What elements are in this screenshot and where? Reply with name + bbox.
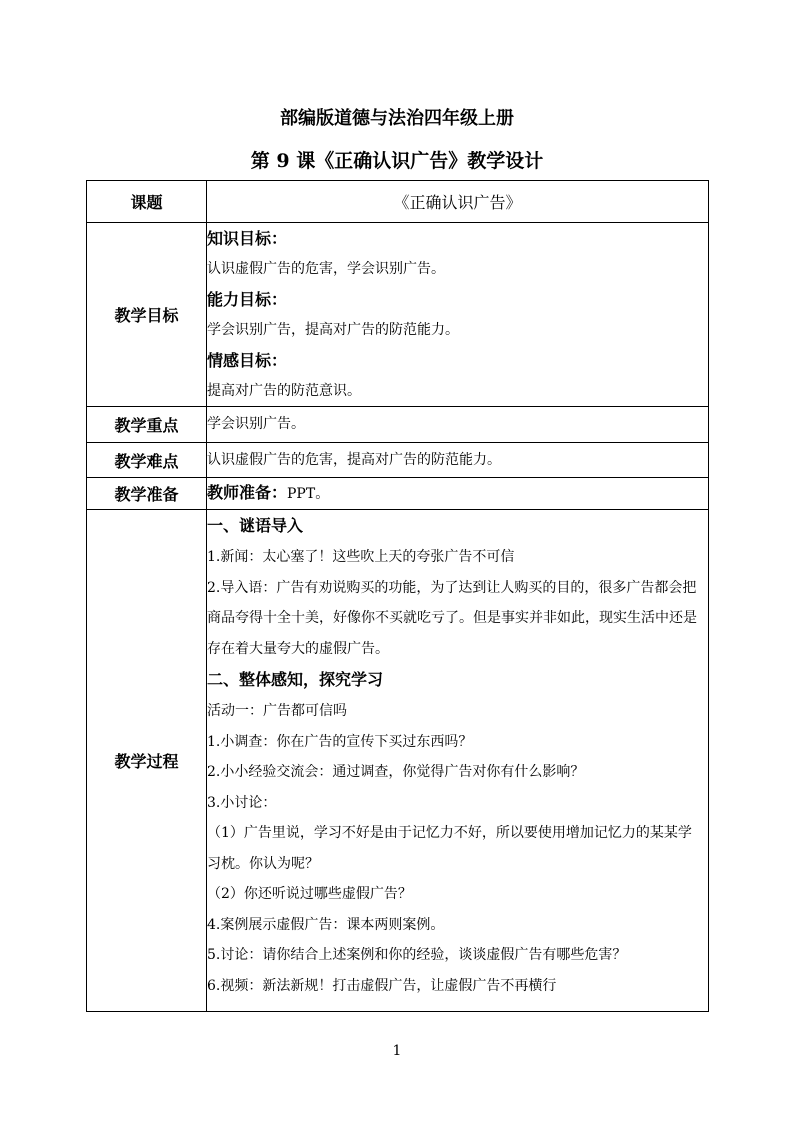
lesson-plan-table: [86, 180, 709, 1012]
process-label: 教学过程: [87, 510, 207, 1012]
process-line: 习枕。你认为呢？: [207, 855, 319, 872]
document-title: 部编版道德与法治四年级上册: [280, 108, 514, 129]
process-line: 1.新闻：太心塞了！这些吹上天的夸张广告不可信: [207, 549, 515, 565]
process-line: 5.讨论：请你结合上述案例和你的经验，谈谈虚假广告有哪些危害？: [207, 947, 627, 963]
table-row-key-point: [87, 407, 709, 443]
page-number: 1: [392, 1043, 402, 1059]
preparation-label: 教学准备: [87, 478, 207, 510]
emotion-goal-text: 提高对广告的防范意识。: [207, 383, 361, 399]
activity1-title: 活动一：广告都可信吗: [207, 703, 347, 719]
table-row-topic: [87, 181, 709, 223]
key-point-label: 教学重点: [87, 407, 207, 443]
process-line: 1.小调查：你在广告的宣传下买过东西吗？: [207, 733, 473, 750]
knowledge-goal-title: 知识目标：: [207, 229, 288, 248]
table-row-goals: [87, 223, 709, 407]
process-line: 存在着大量夸大的虚假广告。: [207, 640, 389, 657]
difficulty-value: 认识虚假广告的危害，提高对广告的防范能力。: [207, 443, 709, 478]
goals-label: 教学目标: [87, 223, 207, 407]
table-row-difficulty: [87, 443, 709, 478]
process-content: [207, 510, 709, 1012]
emotion-goal-title: 情感目标：: [207, 351, 288, 370]
difficulty-label: 教学难点: [87, 443, 207, 478]
process-line: 2.导入语：广告有劝说购买的功能，为了达到让人购买的目的，很多广告都会把: [207, 579, 697, 596]
process-line: 6.视频：新法新规！打击虚假广告，让虚假广告不再横行: [207, 977, 557, 994]
preparation-value: PPT。: [287, 486, 330, 502]
process-line: （2）你还听说过哪些虚假广告？: [207, 886, 412, 902]
section2-title: 二、整体感知，探究学习: [207, 670, 384, 689]
process-line: 商品夸得十全十美，好像你不买就吃亏了。但是事实并非如此，现实生活中还是: [207, 610, 697, 626]
process-line: （1）广告里说，学习不好是由于记忆力不好，所以要使用增加记忆力的某某学: [207, 825, 692, 841]
ability-goal-title: 能力目标：: [207, 290, 288, 309]
table-row-process: [87, 510, 709, 1012]
process-line: 4.案例展示虚假广告：课本两则案例。: [207, 916, 445, 933]
key-point-value: 学会识别广告。: [207, 407, 709, 443]
process-line: 3.小讨论：: [207, 794, 277, 811]
goals-content: [207, 223, 709, 407]
process-line: 2.小小经验交流会：通过调查，你觉得广告对你有什么影响？: [207, 764, 585, 780]
document-subtitle: 第 9 课《正确认识广告》教学设计: [250, 150, 544, 172]
section1-title: 一、谜语导入: [207, 516, 304, 535]
knowledge-goal-text: 认识虚假广告的危害，学会识别广告。: [207, 261, 445, 277]
table-row-preparation: [87, 478, 709, 510]
ability-goal-text: 学会识别广告，提高对广告的防范能力。: [207, 322, 459, 338]
topic-label: 课题: [87, 181, 207, 223]
preparation-prefix: 教师准备：: [207, 483, 288, 502]
preparation-content: [207, 478, 709, 510]
topic-value: 《正确认识广告》: [207, 181, 709, 223]
